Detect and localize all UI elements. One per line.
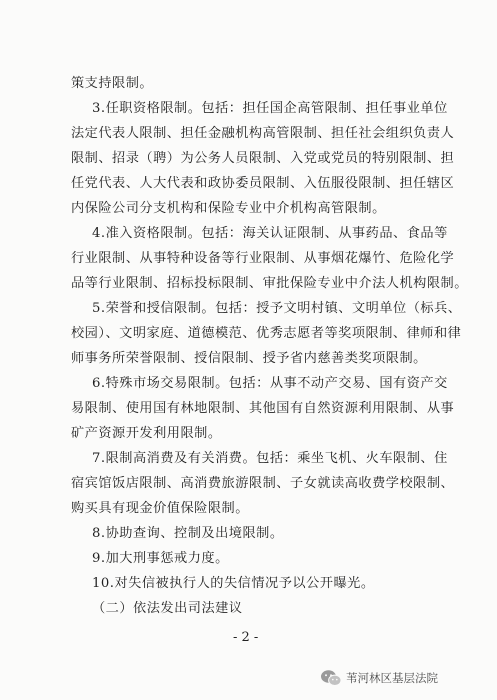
text-line: 行业限制、从事特种设备等行业限制、从事烟花爆竹、危险化学 — [71, 251, 455, 266]
watermark — [320, 667, 438, 689]
text-line: 5.荣誉和授信限制。包括：授予文明村镇、文明单位（标兵、 — [92, 301, 462, 316]
text-line: 购买具有现金价值保险限制。 — [71, 501, 249, 516]
wechat-icon — [320, 669, 342, 687]
text-line: 师事务所荣誉限制、授信限制、授予省内慈善类奖项限制。 — [71, 351, 427, 366]
text-line: 10.对失信被执行人的失信情况予以公开曝光。 — [92, 576, 375, 591]
text-line: 3.任职资格限制。包括：担任国企高管限制、担任事业单位 — [92, 101, 448, 116]
watermark-text: 苇河林区基层法院 — [346, 671, 438, 685]
text-line: 8.协助查询、控制及出境限制。 — [92, 526, 284, 541]
text-line: 4.准入资格限制。包括：海关认证限制、从事药品、食品等 — [92, 226, 448, 241]
section-heading: （二）依法发出司法建议 — [92, 601, 243, 616]
page-number: - 2 - — [233, 630, 259, 645]
text-line: 品等行业限制、招标投标限制、审批保险专业中介法人机构限制。 — [71, 276, 468, 291]
text-line: 宿宾馆饭店限制、高消费旅游限制、子女就读高收费学校限制、 — [71, 476, 455, 491]
text-line: 法定代表人限制、担任金融机构高管限制、担任社会组织负责人 — [71, 126, 455, 141]
text-line: 限制、招录（聘）为公务人员限制、入党或党员的特别限制、担 — [71, 151, 455, 166]
text-line: 任党代表、人大代表和政协委员限制、入伍服役限制、担任辖区 — [71, 176, 455, 191]
text-line: 9.加大刑事惩戒力度。 — [92, 551, 229, 566]
text-line: 内保险公司分支机构和保险专业中介机构高管限制。 — [71, 201, 386, 216]
text-line: 易限制、使用国有林地限制、其他国有自然资源利用限制、从事 — [71, 401, 455, 416]
text-line: 6.特殊市场交易限制。包括：从事不动产交易、国有资产交 — [92, 376, 448, 391]
text-line: 策支持限制。 — [71, 76, 154, 91]
text-line: 校园）、文明家庭、道德模范、优秀志愿者等奖项限制、律师和律 — [71, 326, 462, 341]
text-line: 矿产资源开发利用限制。 — [71, 426, 222, 441]
text-line: 7.限制高消费及有关消费。包括：乘坐飞机、火车限制、住 — [92, 451, 448, 466]
